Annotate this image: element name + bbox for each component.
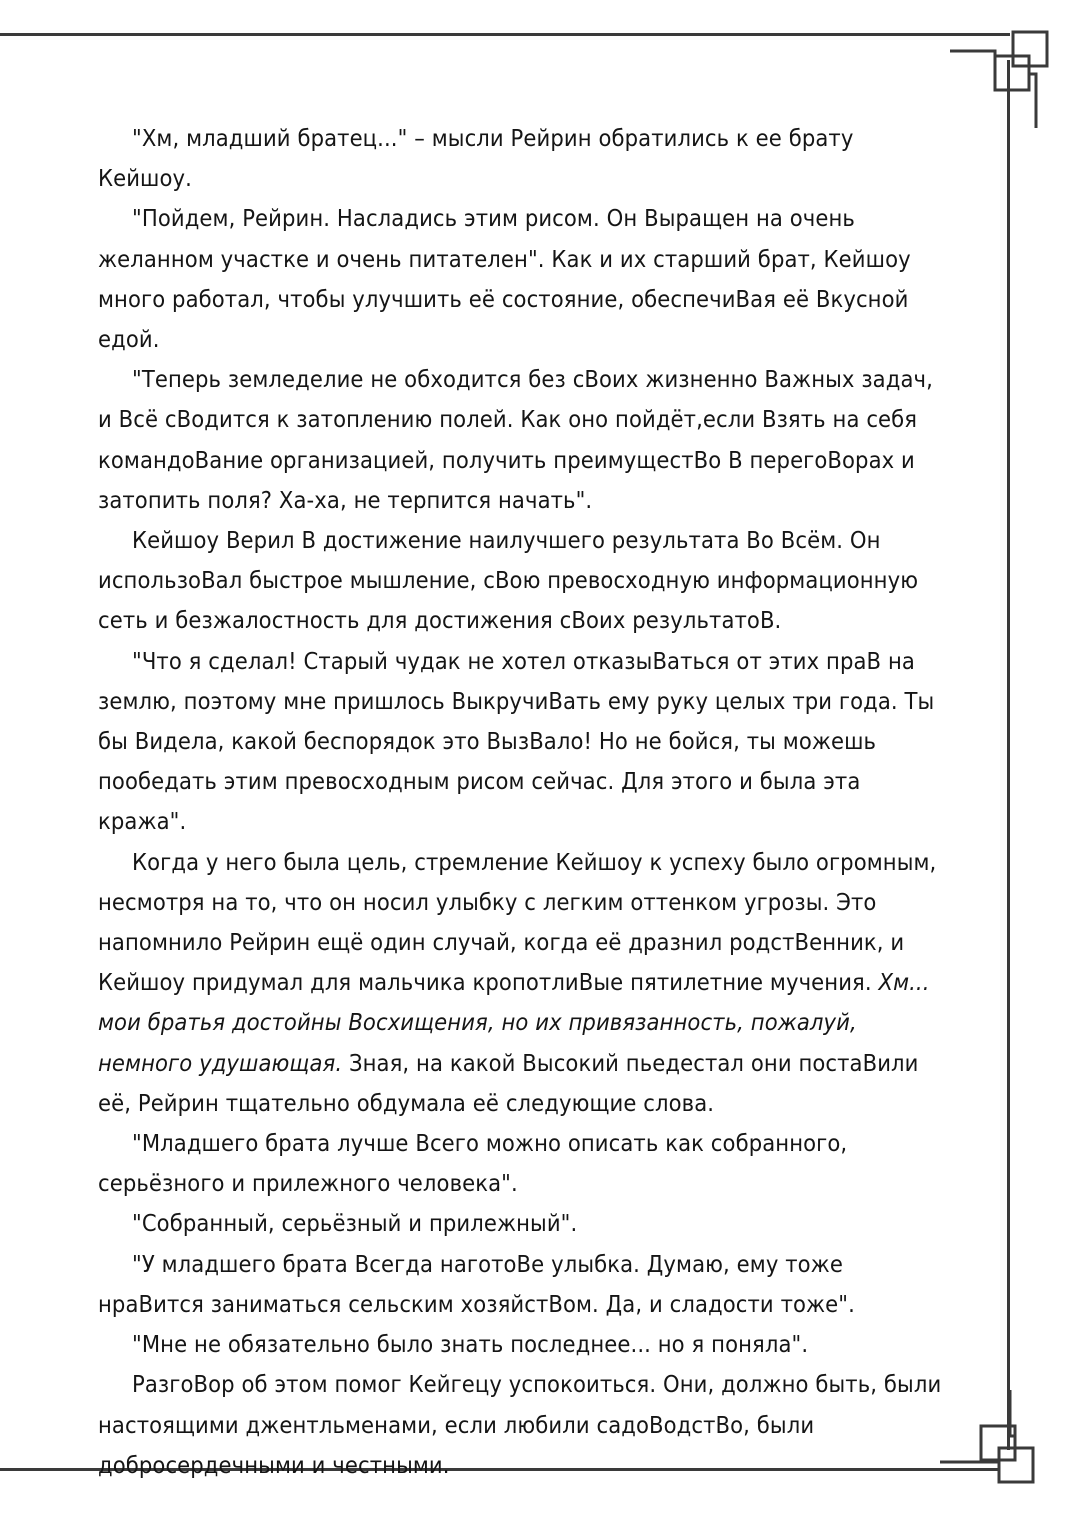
text-run: "У младшего брата Всегда наготоВе улыбка. Думаю, ему тоже нраВится заниматься сельским хозяйстВом. Да, и сладости тоже". <box>98 1249 855 1318</box>
text-run: "Что я сделал! Старый чудак не хотел отказыВаться от этих праВ на землю, поэтому мне пришлось ВыкручиВать ему руку целых три года. Ты бы Видела, какой беспорядок это ВызВало! Но не бойся, ты можешь пообедать этим превосходным рисом сейчас. Для этого и была эта кража". <box>98 646 935 836</box>
paragraph <box>98 1203 953 1243</box>
corner-ornament-top-right-icon <box>950 8 1070 128</box>
page-body-text <box>98 118 953 1485</box>
paragraph <box>98 520 953 641</box>
text-run: Зная, на какой Высокий пьедестал они постаВили её, Рейрин тщательно обдумала её следующие слова. <box>98 1048 919 1117</box>
text-run: "Младшего брата лучше Всего можно описать как собранного, серьёзного и прилежного человека". <box>98 1129 848 1198</box>
paragraph <box>98 1244 953 1324</box>
paragraph <box>98 118 953 198</box>
text-run: "Собранный, серьёзный и прилежный". <box>132 1209 578 1238</box>
text-run: "Мне не обязательно было знать последнее... но я поняла". <box>132 1330 809 1359</box>
paragraph <box>98 1324 953 1364</box>
paragraph <box>98 842 953 1123</box>
paragraph <box>98 359 953 520</box>
frame-rule-right <box>1007 60 1010 1450</box>
text-run-italic: Хм... мои братья достойны Восхищения, но их привязанность, пожалуй, немного удушающая. <box>98 968 930 1077</box>
text-run: "Хм, младший братец..." – мысли Рейрин обратились к ее брату Кейшоу. <box>98 124 854 193</box>
frame-rule-top <box>0 33 1010 36</box>
text-run: РазгоВор об этом помог Кейгецу успокоиться. Они, должно быть, были настоящими джентльменами, если любили садоВодстВо, были добросердечными и честными. <box>98 1370 942 1479</box>
paragraph <box>98 641 953 842</box>
paragraph <box>98 198 953 359</box>
text-run: Кейшоу Верил В достижение наилучшего результата Во Всём. Он использоВал быстрое мышление, сВою превосходную информационную сеть и безжалостность для достижения сВоих результатоВ. <box>98 526 919 635</box>
text-run: "Теперь земледелие не обходится без сВоих жизненно Важных задач, и Всё сВодится к затоплению полей. Как оно пойдёт,если Взять на себя командоВание организацией, получить преимущестВо В перегоВорах и затопить поля? Ха-ха, не терпится начать". <box>98 365 933 514</box>
paragraph <box>98 1364 953 1485</box>
paragraph <box>98 1123 953 1203</box>
text-run: "Пойдем, Рейрин. Насладись этим рисом. Он Выращен на очень желанном участке и очень питателен". Как и их старший брат, Кейшоу много работал, чтобы улучшить её состояние, обеспечиВая её Вкусной едой. <box>98 204 911 354</box>
text-run: Когда у него была цель, стремление Кейшоу к успеху было огромным, несмотря на то, что он носил улыбку с легким оттенком угрозы. Это напомнило Рейрин ещё один случай, когда её дразнил родстВенник, и Кейшоу придумал для мальчика кропотлиВые пятилетние мучения. <box>98 847 937 997</box>
corner-ornament-bottom-right-icon <box>940 1390 1060 1510</box>
